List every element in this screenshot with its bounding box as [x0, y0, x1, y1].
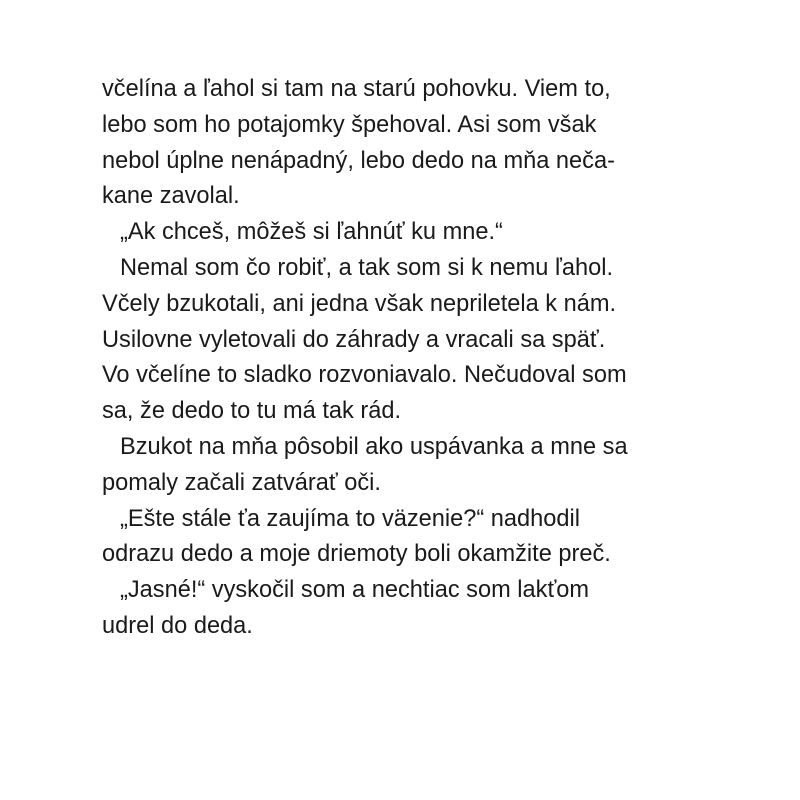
text-line: udrel do deda.: [102, 612, 253, 639]
text-line: Vo včelíne to sladko rozvoniavalo. Nečudoval som: [102, 362, 627, 389]
text-line: Usilovne vyletovali do záhrady a vracali sa späť.: [102, 326, 606, 353]
text-line: sa, že dedo to tu má tak rád.: [102, 398, 402, 425]
text-line: „Ak chceš, môžeš si ľahnúť ku mne.“: [120, 219, 503, 246]
text-line: kane zavolal.: [102, 183, 240, 210]
text-line: odrazu dedo a moje driemoty boli okamžite preč.: [102, 541, 611, 568]
text-line: „Jasné!“ vyskočil som a nechtiac som lakťom: [120, 577, 590, 604]
text-line: Bzukot na mňa pôsobil ako uspávanka a mne sa: [120, 433, 628, 460]
text-line: včelína a ľahol si tam na starú pohovku. Viem to,: [102, 76, 611, 102]
text-line: pomaly začali zatvárať oči.: [102, 469, 381, 496]
text-line: „Ešte stále ťa zaujíma to väzenie?“ nadhodil: [120, 505, 581, 532]
text-line: nebol úplne nenápadný, lebo dedo na mňa neča-: [102, 147, 615, 174]
text-line: Včely bzukotali, ani jedna však nepriletela k nám.: [102, 290, 617, 317]
text-line: lebo som ho potajomky špehoval. Asi som však: [102, 111, 597, 138]
body-text: [102, 72, 702, 645]
text-line: Nemal som čo robiť, a tak som si k nemu ľahol.: [120, 254, 614, 281]
